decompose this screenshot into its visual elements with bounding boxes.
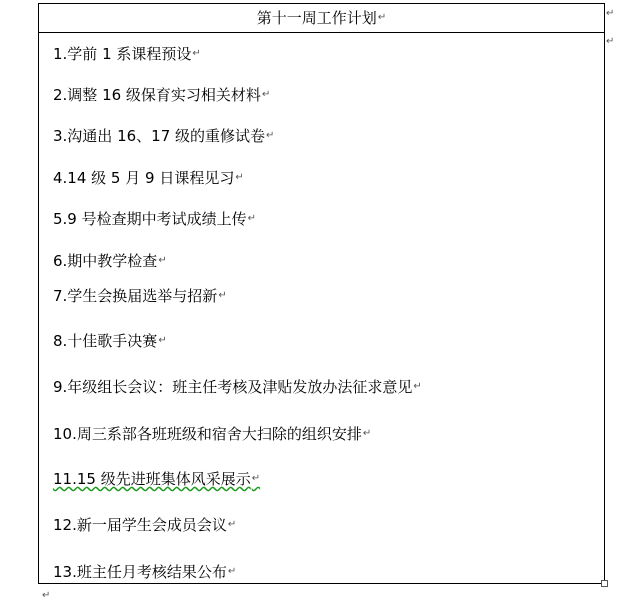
list-item-text: 2.调整 16 级保育实习相关材料	[53, 86, 261, 104]
row-end-mark-icon: ↵	[606, 36, 615, 47]
row-end-mark-icon: ↵	[606, 8, 615, 19]
paragraph-mark-icon: ↵	[227, 566, 237, 577]
list-item-text: 7.学生会换届选举与招新	[53, 287, 218, 305]
list-item-text: 13.班主任月考核结果公布	[53, 563, 227, 581]
paragraph-mark-icon: ↵	[247, 213, 257, 224]
list-item-text: 8.十佳歌手决赛	[53, 332, 158, 350]
table-resize-handle[interactable]	[601, 580, 608, 587]
paragraph-mark-icon: ↵	[362, 428, 372, 439]
list-item	[53, 85, 270, 105]
list-item-text: 1.学前 1 系课程预设	[53, 45, 192, 63]
list-item-text: 9.年级组长会议：班主任考核及津贴发放办法征求意见	[53, 378, 413, 396]
list-item-text: 5.9 号检查期中考试成绩上传	[53, 210, 247, 228]
list-item-text: 3.沟通出 16、17 级的重修试卷	[53, 127, 266, 145]
paragraph-mark-icon: ↵	[42, 590, 51, 601]
paragraph-mark-icon: ↵	[235, 172, 244, 183]
list-item	[53, 126, 274, 146]
paragraph-mark-icon: ↵	[158, 335, 167, 346]
paragraph-mark-icon: ↵	[227, 519, 237, 530]
list-item	[53, 286, 227, 306]
paragraph-mark-icon: ↵	[261, 89, 271, 100]
list-item	[53, 515, 236, 535]
list-item	[53, 469, 260, 489]
paragraph-mark-icon: ↵	[413, 381, 422, 392]
paragraph-mark-icon: ↵	[192, 48, 201, 59]
paragraph-mark-icon: ↵	[266, 130, 275, 141]
paragraph-mark-icon: ↵	[251, 473, 261, 484]
list-item-text: 12.新一届学生会成员会议	[53, 516, 227, 534]
list-item	[53, 168, 244, 188]
list-item	[53, 209, 256, 229]
list-item	[53, 377, 422, 397]
paragraph-mark-icon: ↵	[158, 255, 167, 266]
paragraph-mark-icon: ↵	[377, 12, 387, 23]
list-item	[53, 331, 167, 351]
page-title: 第十一周工作计划	[256, 9, 377, 27]
table-title-cell	[39, 4, 604, 33]
list-item	[53, 44, 201, 64]
list-item	[53, 424, 371, 444]
paragraph-mark-icon: ↵	[218, 290, 227, 301]
list-item-text: 11.15 级先进班集体风采展示	[53, 470, 251, 488]
list-item	[53, 251, 167, 271]
document-table	[38, 3, 605, 584]
list-item-text: 4.14 级 5 月 9 日课程见习	[53, 169, 235, 187]
list-item	[53, 562, 236, 582]
list-item-text: 10.周三系部各班班级和宿舍大扫除的组织安排	[53, 425, 362, 443]
list-item-text: 6.期中教学检查	[53, 252, 158, 270]
